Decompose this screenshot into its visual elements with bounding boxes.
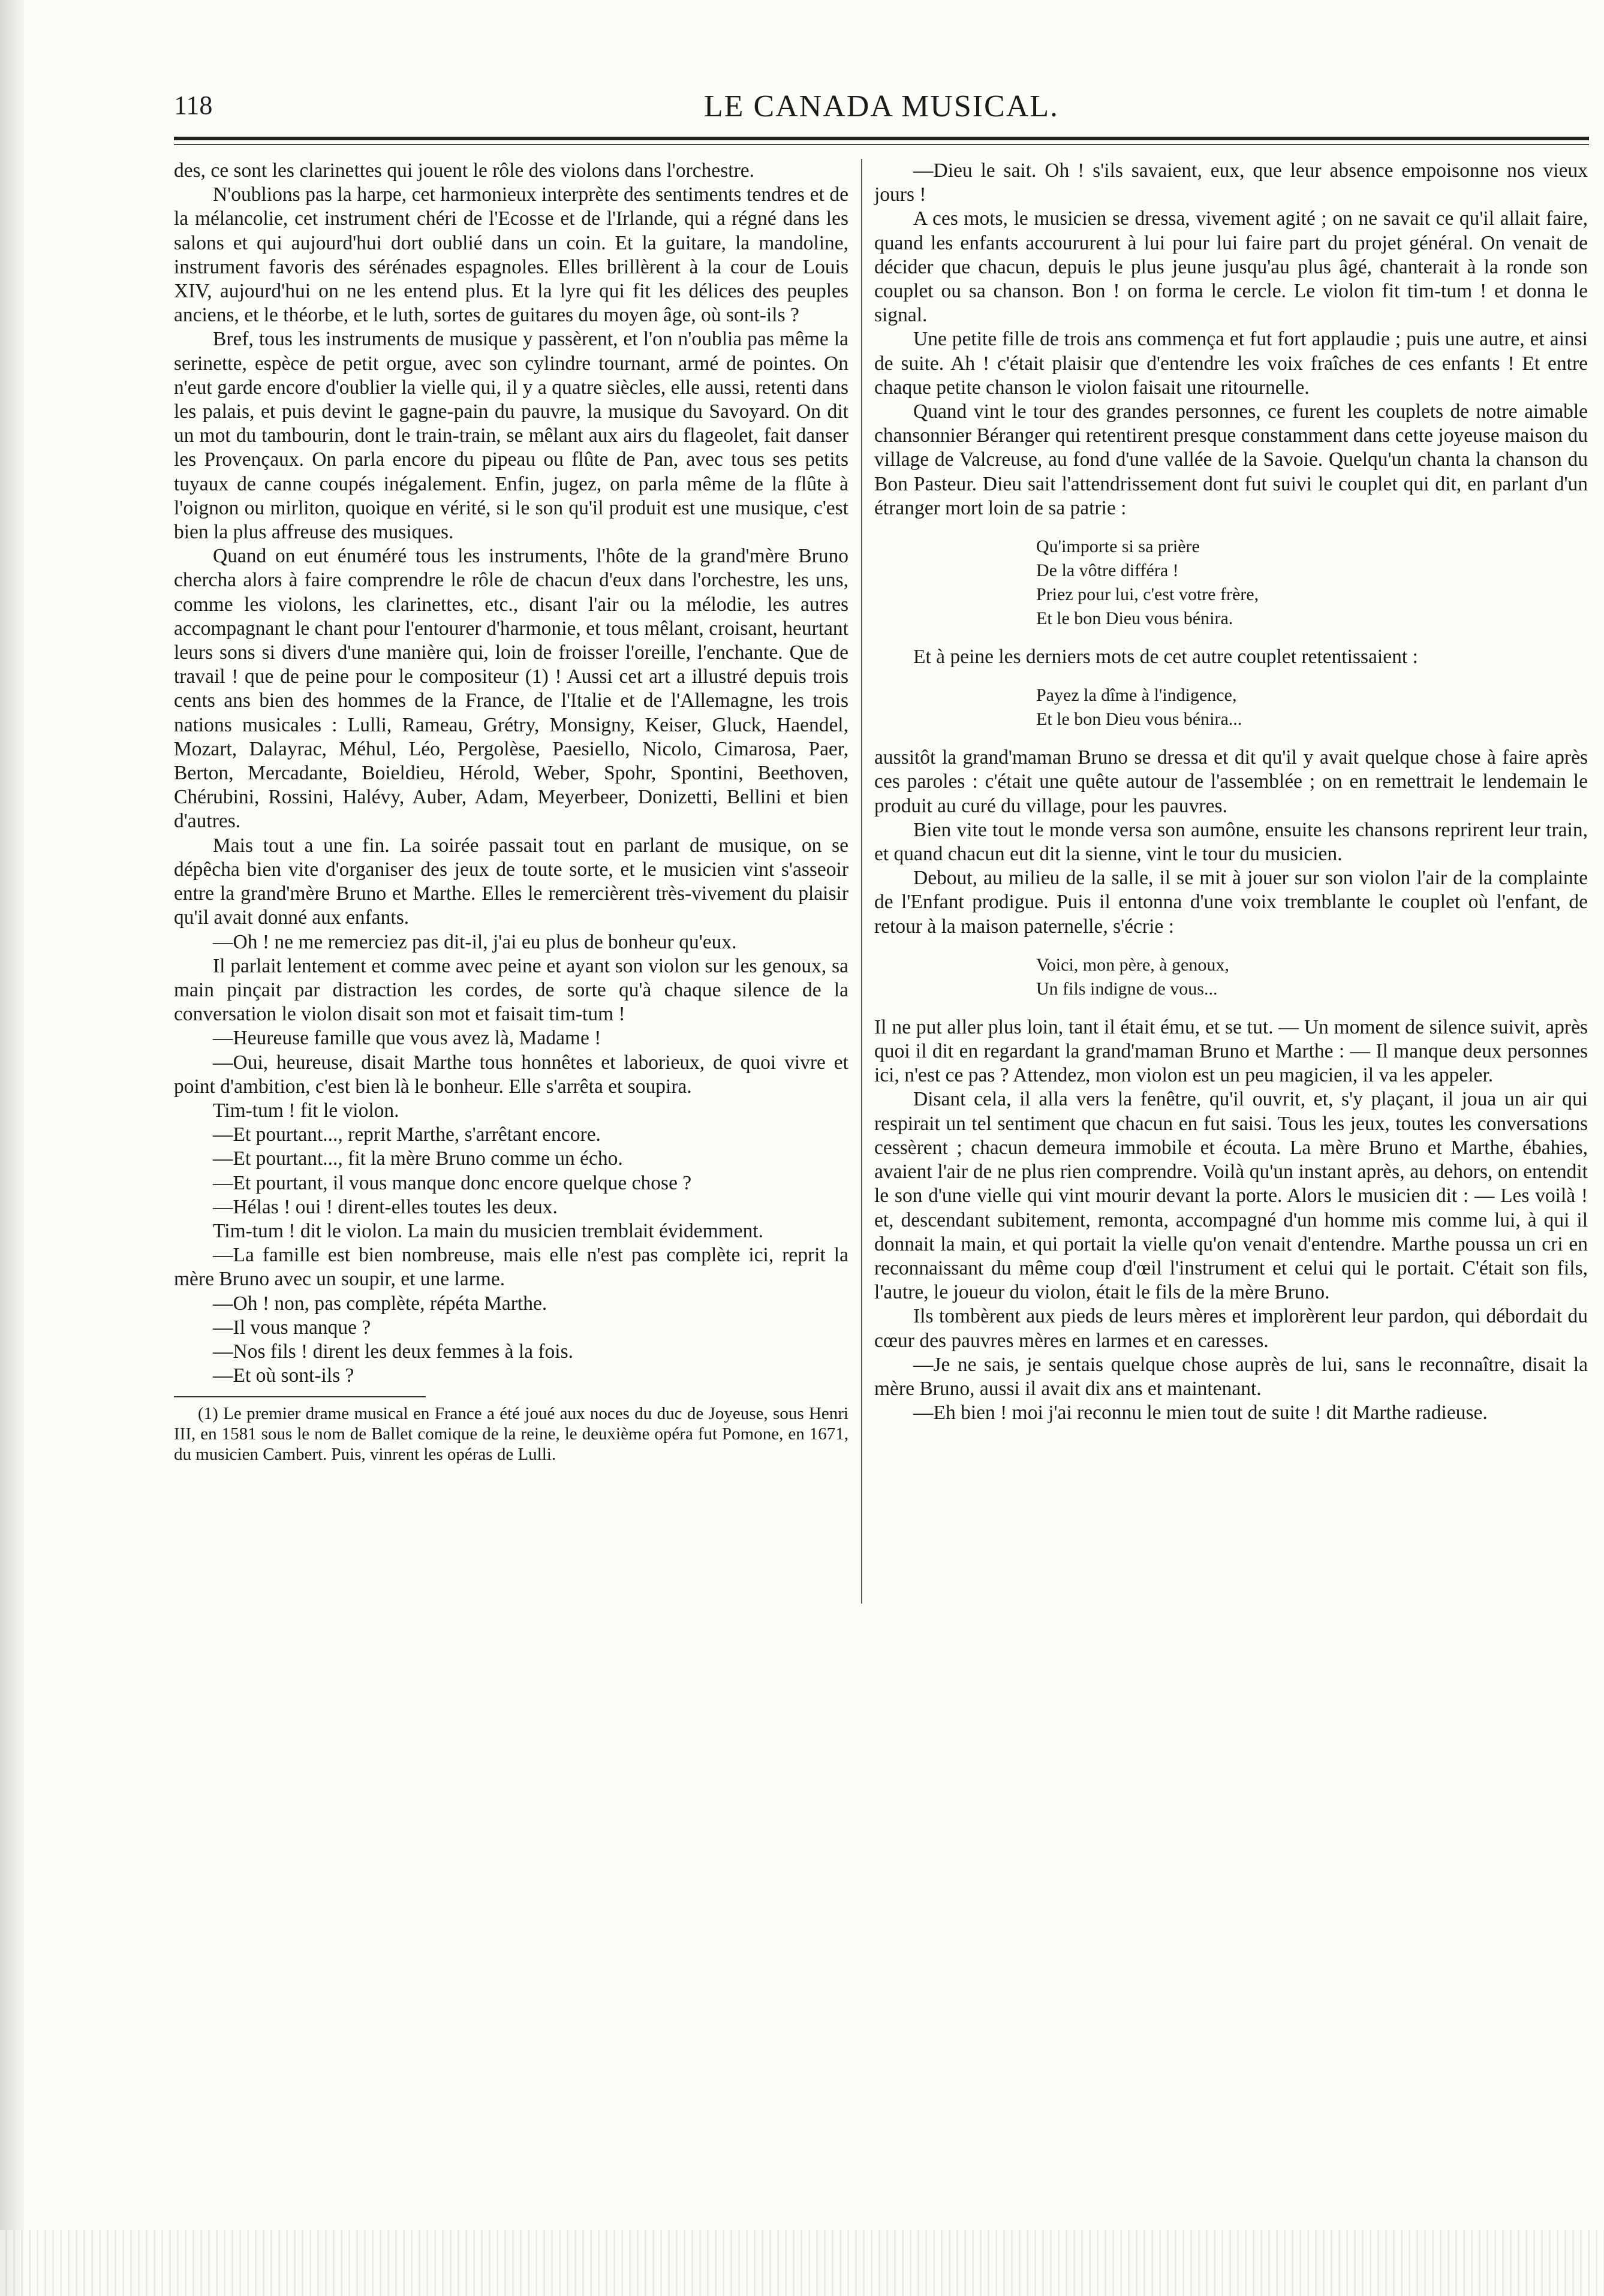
paragraph: Et à peine les derniers mots de cet autre couplet retentissaient :: [913, 646, 1418, 668]
paragraph: —Hélas ! oui ! dirent-elles toutes les deux.: [213, 1195, 558, 1218]
verse-1: [874, 535, 1588, 631]
paragraph: Quand vint le tour des grandes personnes, ce furent les couplets de notre aimable chansonnier Béranger qui retentirent presque constamment dans cette joyeuse maison du village de Valcreuse, au fond d'une vallée de la Savoie. Quelqu'un chanta la chanson du Bon Pasteur. Dieu sait l'attendrissement dont fut suivi le couplet qui dit, en parlant d'un étranger mort loin de sa patrie :: [874, 400, 1588, 519]
paragraph: aussitôt la grand'maman Bruno se dressa et dit qu'il y avait quelque chose à faire après ces paroles : c'était une quête autour de l'assemblée ; on en remettrait le lendemain le produit au curé du village, pour les pauvres.: [874, 746, 1588, 817]
paragraph: —Dieu le sait. Oh ! s'ils savaient, eux, que leur absence empoisonne nos vieux jours !: [874, 159, 1588, 206]
verse-line: Qu'importe si sa prière: [1036, 537, 1200, 557]
paragraph: des, ce sont les clarinettes qui jouent le rôle des violons dans l'orchestre.: [174, 159, 754, 182]
paragraph: —Il vous manque ?: [213, 1316, 371, 1339]
paragraph: —La famille est bien nombreuse, mais elle n'est pas complète ici, reprit la mère Bruno avec un soupir, et une larme.: [174, 1244, 848, 1291]
paragraph: Tim-tum ! fit le violon.: [213, 1099, 399, 1122]
paragraph: —Et où sont-ils ?: [213, 1364, 354, 1387]
paragraph: Une petite fille de trois ans commença et fut fort applaudie ; puis une autre, et ainsi de suite. Ah ! c'était plaisir que d'entendre les voix fraîches de ces enfants ! Et entre chaque petite chanson le violon faisait une ritournelle.: [874, 328, 1588, 399]
paragraph: Quand on eut énuméré tous les instruments, l'hôte de la grand'mère Bruno chercha alors à faire comprendre le rôle de chacun d'eux dans l'orchestre, les uns, comme les violons, les clarinettes, etc., disant l'air ou la mélodie, les autres accompagnant le chant pour l'entourer d'harmonie, et tous mêlant, croisant, heurtant leurs sons si divers d'une manière qui, loin de froisser l'oreille, l'enchante. Que de travail ! que de peine pour le compositeur (1) ! Aussi cet art a illustré depuis trois cents ans bien des hommes de la France, de l'Italie et de l'Allemagne, les trois nations musicales : Lulli, Rameau, Grétry, Monsigny, Keiser, Gluck, Haendel, Mozart, Dalayrac, Méhul, Léo, Pergolèse, Paesiello, Nicolo, Cimarosa, Paer, Berton, Mercadante, Boieldieu, Hérold, Weber, Spohr, Spontini, Beethoven, Chérubini, Rossini, Halévy, Auber, Adam, Meyerbeer, Donizetti, Bellini et bien d'autres.: [174, 545, 848, 833]
verse-line: De la vôtre différa !: [1036, 561, 1179, 581]
paragraph: A ces mots, le musicien se dressa, vivement agité ; on ne savait ce qu'il allait faire, quand les enfants accoururent à lui pour lui faire part du projet général. On venait de décider que chacun, depuis le plus jeune jusqu'au plus âgé, chanterait à la ronde son couplet ou sa chanson. Bon ! on forma le cercle. Le violon fit tim-tum ! et donna le signal.: [874, 207, 1588, 327]
paragraph: —Nos fils ! dirent les deux femmes à la fois.: [213, 1340, 574, 1363]
paragraph: —Oui, heureuse, disait Marthe tous honnêtes et laborieux, de quoi vivre et point d'ambition, c'est bien là le bonheur. Elle s'arrêta et soupira.: [174, 1051, 848, 1098]
paragraph: Tim-tum ! dit le violon. La main du musicien tremblait évidemment.: [213, 1219, 764, 1242]
paragraph: Il ne put aller plus loin, tant il était ému, et se tut. — Un moment de silence suivit, après quoi il dit en regardant la grand'maman Bruno et Marthe : — Il manque deux personnes ici, n'est ce pas ? Attendez, mon violon est un peu magicien, il va les appeler.: [874, 1016, 1588, 1087]
column-divider: [861, 159, 862, 1604]
header-rule: [174, 137, 1589, 140]
verse-line: Voici, mon père, à genoux,: [1036, 954, 1229, 975]
paragraph: —Je ne sais, je sentais quelque chose auprès de lui, sans le reconnaître, disait la mère Bruno, aussi il avait dix ans et maintenant.: [874, 1353, 1588, 1400]
paragraph: Bref, tous les instruments de musique y passèrent, et l'on n'oublia pas même la serinette, espèce de petit orgue, avec son cylindre tournant, armé de pointes. On n'eut garde encore d'oublier la vielle qui, il y a quatre siècles, elle aussi, retenti dans les palais, et puis devint le gagne-pain du pauvre, la musique du Savoyard. On dit un mot du tambourin, dont le train-train, se mêlant aux airs du flageolet, fait danser les Provençaux. On parla encore du pipeau ou flûte de Pan, avec tous ses petits tuyaux de canne coupés inégalement. Enfin, jugez, on parla même de la flûte à l'oignon ou mirliton, quoique en vérité, si le son qu'il produit est une musique, c'est bien la plus affreuse des musiques.: [174, 328, 848, 544]
verse-line: Un fils indigne de vous...: [1036, 978, 1218, 999]
paragraph: —Et pourtant..., reprit Marthe, s'arrêtant encore.: [213, 1123, 601, 1146]
verse-line: Payez la dîme à l'indigence,: [1036, 685, 1237, 706]
paragraph: Disant cela, il alla vers la fenêtre, qu'il ouvrit, et, s'y plaçant, il joua un air qui respirait un tel sentiment que chacun en fut saisi. Tous les jeux, toutes les conversations cessèrent ; chacun demeura immobile et écouta. La mère Bruno et Marthe, ébahies, avaient l'air de ne plus rien comprendre. Voilà qu'un instant après, au dehors, on entendit le son d'une vielle qui vint mourir devant la porte. Alors le musicien dit : — Les voilà ! et, descendant subitement, remonta, accompagné d'un homme mis comme lui, à qui il donnait la main, et qui portait la vielle qu'on venait d'entendre. Marthe poussa un cri en reconnaissant du même coup d'œil l'instrument et celui qui le portait. C'était son fils, l'autre, le joueur du violon, était le fils de la mère Bruno.: [874, 1088, 1588, 1304]
paragraph: Ils tombèrent aux pieds de leurs mères et implorèrent leur pardon, qui débordait du cœur des pauvres mères en larmes et en caresses.: [874, 1305, 1588, 1352]
paragraph: Mais tout a une fin. La soirée passait tout en parlant de musique, on se dépêcha bien vite d'organiser des jeux de toute sorte, et le musicien vint s'asseoir entre la grand'mère Bruno et Marthe. Elles le remercièrent très-vivement du plaisir qu'il avait donné aux enfants.: [174, 834, 848, 929]
verse-line: Et le bon Dieu vous bénira.: [1036, 608, 1233, 629]
footnote: [174, 1403, 848, 1465]
paragraph: —Et pourtant..., fit la mère Bruno comme un écho.: [213, 1147, 623, 1170]
left-column: [174, 159, 848, 1465]
paragraph: N'oublions pas la harpe, cet harmonieux interprète des sentiments tendres et de la mélancolie, cet instrument chéri de l'Ecosse et de l'Irlande, qui a régné dans les salons et qui aujourd'hui dort oublié dans un coin. Et la guitare, la mandoline, instrument favoris des sérénades espagnoles. Elles brillèrent à la cour de Louis XIV, aujourd'hui on ne les entend plus. Et la lyre qui fit les délices des peuples anciens, et le théorbe, et le luth, sortes de guitares du moyen âge, où sont-ils ?: [174, 183, 848, 327]
paragraph: —Eh bien ! moi j'ai reconnu le mien tout de suite ! dit Marthe radieuse.: [913, 1402, 1488, 1424]
verse-3: [874, 953, 1588, 1001]
paragraph: —Heureuse famille que vous avez là, Madame !: [213, 1027, 601, 1050]
verse-2: [874, 683, 1588, 731]
verse-line: Priez pour lui, c'est votre frère,: [1036, 584, 1259, 605]
verse-line: Et le bon Dieu vous bénira...: [1036, 709, 1242, 730]
scan-noise: [0, 2230, 1604, 2296]
binding-edge: [0, 0, 24, 2296]
header-rule-thin: [174, 144, 1589, 145]
paragraph: —Oh ! non, pas complète, répéta Marthe.: [213, 1292, 547, 1315]
paragraph: Il parlait lentement et comme avec peine et ayant son violon sur les genoux, sa main pinçait par distraction les cordes, de sorte qu'à chaque silence de la conversation le violon disait son mot et faisait tim-tum !: [174, 954, 848, 1026]
footnote-text: (1) Le premier drame musical en France a été joué aux noces du duc de Joyeuse, sous Henri III, en 1581 sous le nom de Ballet comique de la reine, le deuxième opéra fut Pomone, en 1671, du musicien Cambert. Puis, vinrent les opéras de Lulli.: [174, 1404, 848, 1465]
paragraph: —Et pourtant, il vous manque donc encore quelque chose ?: [213, 1171, 692, 1194]
journal-title: LE CANADA MUSICAL.: [703, 89, 1060, 123]
page-number: 118: [174, 91, 213, 120]
paragraph: Debout, au milieu de la salle, il se mit à jouer sur son violon l'air de la complainte de l'Enfant prodigue. Puis il entonna d'une voix tremblante le couplet où l'enfant, de retour à la maison paternelle, s'écrie :: [874, 867, 1588, 938]
footnote-rule: [174, 1396, 426, 1397]
page-header: [174, 84, 1589, 126]
paragraph: —Oh ! ne me remerciez pas dit-il, j'ai eu plus de bonheur qu'eux.: [213, 930, 737, 953]
paragraph: Bien vite tout le monde versa son aumône, ensuite les chansons reprirent leur train, et quand chacun eut dit la sienne, vint le tour du musicien.: [874, 818, 1588, 866]
right-column: [874, 159, 1588, 1425]
